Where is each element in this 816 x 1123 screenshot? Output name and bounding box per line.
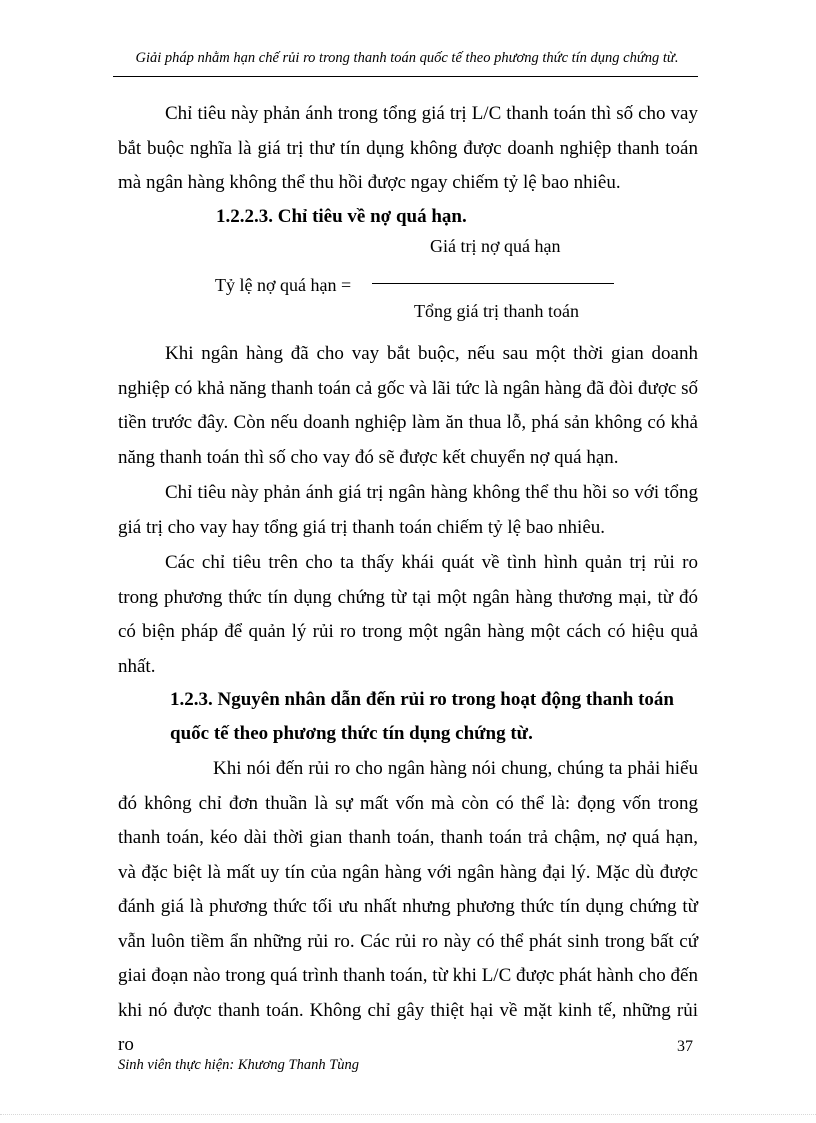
paragraph-risk-definition: Khi nói đến rủi ro cho ngân hàng nói chung, chúng ta phải hiểu đó không chỉ đơn thuần là sự mất vốn mà còn có thể là: đọng vốn trong thanh toán, kéo dài thời gian thanh toán, thanh toán trả chậm, nợ quá hạn, và đặc biệt là mất uy tín của ngân hàng với ngân hàng đại lý. Mặc dù được đánh giá là phương thức tối ưu nhất nhưng phương thức tín dụng chứng từ vẫn luôn tiềm ẩn những rủi ro. Các rủi ro này có thể phát sinh trong bất cứ giai đoạn nào trong quá trình thanh toán, từ khi L/C được phát hành cho đến khi nó được thanh toán. Không chỉ gây thiệt hại về mặt kinh tế, những rủi ro	[118, 758, 698, 1055]
formula-numerator: Giá trị nợ quá hạn	[430, 236, 561, 256]
page-number: 37	[677, 1038, 693, 1055]
paragraph-summary: Các chỉ tiêu trên cho ta thấy khái quát về tình hình quản trị rủi ro trong phương thức tín dụng chứng từ tại một ngân hàng thương mại, từ đó có biện pháp để quản lý rủi ro trong một ngân hàng một cách có hiệu quả nhất.	[118, 552, 698, 677]
formula-label: Tỷ lệ nợ quá hạn =	[215, 275, 352, 295]
section-heading-causes-line2: quốc tế theo phương thức tín dụng chứng từ.	[170, 723, 533, 744]
paragraph-overdue-indicator: Chỉ tiêu này phản ánh giá trị ngân hàng không thể thu hồi so với tổng giá trị cho vay hay tổng giá trị thanh toán chiếm tỷ lệ bao nhiêu.	[118, 482, 698, 538]
formula-denominator: Tổng giá trị thanh toán	[414, 301, 579, 321]
page-bottom-divider	[0, 1114, 816, 1115]
section-heading-overdue-debt: 1.2.2.3. Chỉ tiêu về nợ quá hạn.	[216, 206, 467, 227]
footer-author: Sinh viên thực hiện: Khương Thanh Tùng	[118, 1057, 360, 1073]
paragraph-indicator-description: Chỉ tiêu này phản ánh trong tổng giá trị L/C thanh toán thì số cho vay bắt buộc nghĩa là giá trị thư tín dụng không được doanh nghiệp thanh toán mà ngân hàng không thể thu hồi được ngay chiếm tỷ lệ bao nhiêu.	[118, 103, 698, 193]
paragraph-forced-loan: Khi ngân hàng đã cho vay bắt buộc, nếu sau một thời gian doanh nghiệp có khả năng thanh toán cả gốc và lãi tức là ngân hàng đã đòi được số tiền trước đây. Còn nếu doanh nghiệp làm ăn thua lỗ, phá sản không có khả năng thanh toán thì số cho vay đó sẽ được kết chuyển nợ quá hạn.	[118, 343, 698, 468]
running-header: Giải pháp nhằm hạn chế rủi ro trong thanh toán quốc tế theo phương thức tín dụng chứng từ.	[135, 50, 679, 66]
header-divider	[113, 76, 698, 77]
section-heading-causes-line1: 1.2.3. Nguyên nhân dẫn đến rủi ro trong hoạt động thanh toán	[170, 689, 674, 710]
formula-fraction-bar	[372, 283, 614, 284]
